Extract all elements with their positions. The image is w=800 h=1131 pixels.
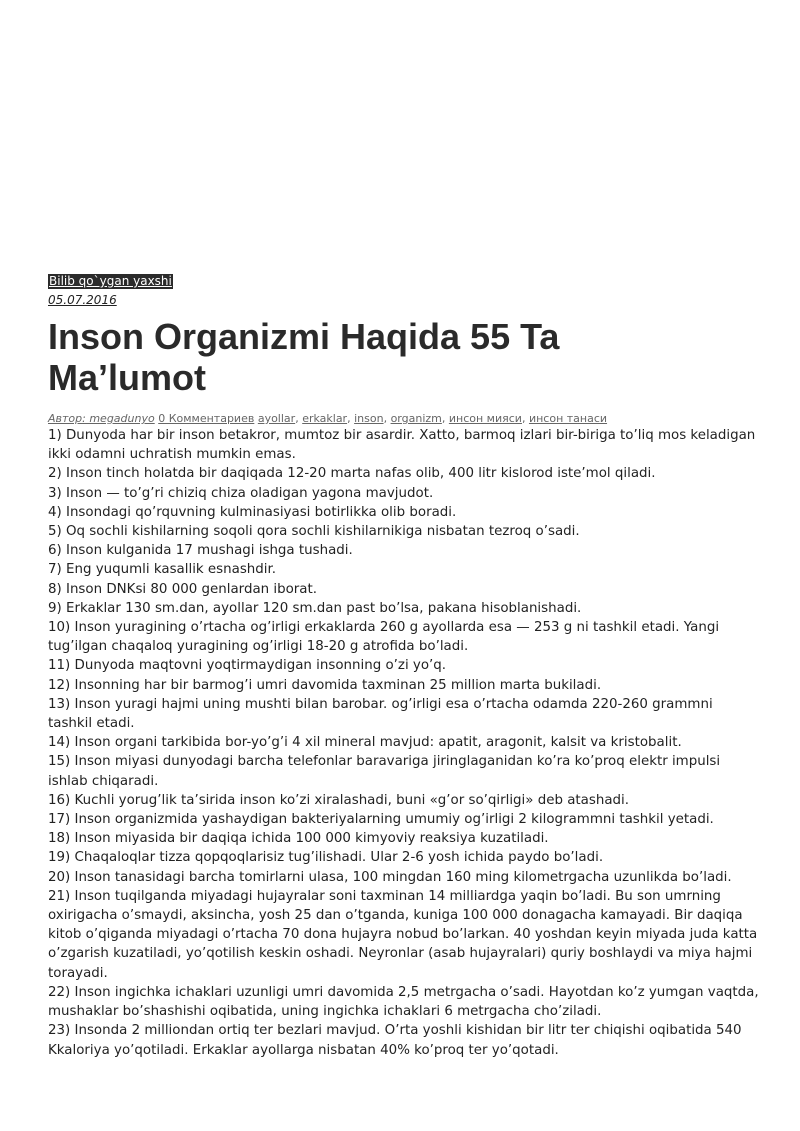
tag-link-inson-tanasi[interactable]: инсон танаси (528, 412, 608, 425)
tag-separator: , (521, 412, 529, 425)
fact-item: 21) Inson tuqilganda miyadagi hujayralar soni taxminan 14 milliardga yaqin bo’ladi. Bu son umrning oxirigacha o’smaydi, aksincha, yosh 25 dan o’tganda, kuniga 100 000 donagacha kamayadi. Bir daqiqa kitob o’qiganda miyadagi o’rtacha 70 dona hujayra nobud bo’larkan. 40 yoshdan keyin miyada juda katta o’zgarish kuzatiladi, yo’qotilish keskin oshadi. Neyronlar (asab hujayralari) quriy boshlaydi va miya hajmi torayadi. (48, 888, 758, 981)
fact-item: 15) Inson miyasi dunyodagi barcha telefonlar baravariga jiringlaganidan ko’ra ko’proq elektr impulsi ishlab chiqaradi. (48, 754, 721, 789)
article (48, 270, 760, 1060)
fact-item: 3) Inson — to’g’ri chiziq chiza oladigan yagona mavjudot. (48, 485, 434, 501)
tag-separator: , (347, 412, 355, 425)
fact-item: 4) Insondagi qo’rquvning kulminasiyasi botirlikka olib boradi. (48, 504, 457, 520)
tag-separator: , (441, 412, 449, 425)
tag-link-erkaklar[interactable]: erkaklar (302, 412, 348, 425)
fact-item: 14) Inson organi tarkibida bor-yo’g’i 4 xil mineral mavjud: apatit, aragonit, kalsit va kristobalit. (48, 735, 682, 751)
fact-item: 11) Dunyoda maqtovni yoqtirmaydigan insonning o’zi yo’q. (48, 658, 447, 674)
fact-item: 12) Insonning har bir barmog’i umri davomida taxminan 25 million marta bukiladi. (48, 677, 602, 693)
category-link[interactable]: Bilib qo`ygan yaxshi (49, 274, 172, 288)
article-title: Inson Organizmi Haqida 55 Ta Ma’lumot (48, 316, 560, 398)
comments-link[interactable]: 0 Комментариев (158, 412, 255, 425)
fact-item: 8) Inson DNKsi 80 000 genlardan iborat. (48, 581, 318, 597)
fact-item: 5) Oq sochli kishilarning soqoli qora sochli kishilarnikiga nisbatan tezroq o’sadi. (48, 524, 580, 540)
fact-item: 16) Kuchli yorug’lik ta’sirida inson ko’zi xiralashadi, buni «g’or so’qirligi» deb atashadi. (48, 792, 630, 808)
post-date-link[interactable]: 05.07.2016 (48, 293, 117, 307)
tag-separator: , (295, 412, 303, 425)
fact-item: 9) Erkaklar 130 sm.dan, ayollar 120 sm.dan past bo’lsa, pakana hisoblanishadi. (48, 600, 582, 616)
tag-link-ayollar[interactable]: ayollar (257, 412, 296, 425)
fact-item: 6) Inson kulganida 17 mushagi ishga tushadi. (48, 543, 353, 559)
post-meta (48, 412, 760, 426)
fact-item: 18) Inson miyasida bir daqiqa ichida 100 000 kimyoviy reaksiya kuzatiladi. (48, 831, 549, 847)
fact-item: 1) Dunyoda har bir inson betakror, mumtoz bir asardir. Xatto, barmoq izlari bir-biriga to’liq mos keladigan ikki odamni uchratish mumkin emas. (48, 428, 756, 463)
fact-item: 17) Inson organizmida yashaydigan bakteriyalarning umumiy og’irligi 2 kilogrammni tashkil yetadi. (48, 812, 714, 828)
tag-separator: , (383, 412, 391, 425)
fact-item: 13) Inson yuragi hajmi uning mushti bilan barobar. og’irligi esa o’rtacha odamda 220-260 grammni tashkil etadi. (48, 696, 713, 732)
author-link[interactable]: Автор: megadunyo (48, 412, 155, 425)
facts-list (48, 426, 760, 1060)
fact-item: 23) Insonda 2 milliondan ortiq ter bezlari mavjud. O’rta yoshli kishidan bir litr ter chiqishi oqibatida 540 Kkaloriya yo’qotiladi. Erkaklar ayollarga nisbatan 40% ko’proq ter yo’qotadi. (48, 1023, 742, 1058)
tag-link-organizm[interactable]: organizm (390, 412, 442, 425)
fact-item: 19) Chaqaloqlar tizza qopqoqlarisiz tug’ilishadi. Ular 2-6 yosh ichida paydo bo’ladi. (48, 850, 604, 866)
tag-link-inson[interactable]: inson (354, 412, 384, 425)
fact-item: 7) Eng yuqumli kasallik esnashdir. (48, 562, 277, 578)
fact-item: 10) Inson yuragining o’rtacha og’irligi erkaklarda 260 g ayollarda esa — 253 g ni tashkil etadi. Yangi tug’ilgan chaqaloq yuragining og’irligi 18-20 g atrofida bo’ladi. (48, 620, 720, 655)
fact-item: 2) Inson tinch holatda bir daqiqada 12-20 marta nafas olib, 400 litr kislorod iste’mol qiladi. (48, 466, 656, 482)
fact-item: 20) Inson tanasidagi barcha tomirlarni ulasa, 100 mingdan 160 ming kilometrgacha uzunlikda bo’ladi. (48, 869, 732, 885)
fact-item: 22) Inson ingichka ichaklari uzunligi umri davomida 2,5 metrgacha o’sadi. Hayotdan ko’z yumgan vaqtda, mushaklar bo’shashishi oqibatida, uning ingichka ichaklari 6 metrgacha cho’ziladi. (48, 984, 759, 1020)
tag-link-inson-miyasi[interactable]: инсон мияси (448, 412, 522, 425)
